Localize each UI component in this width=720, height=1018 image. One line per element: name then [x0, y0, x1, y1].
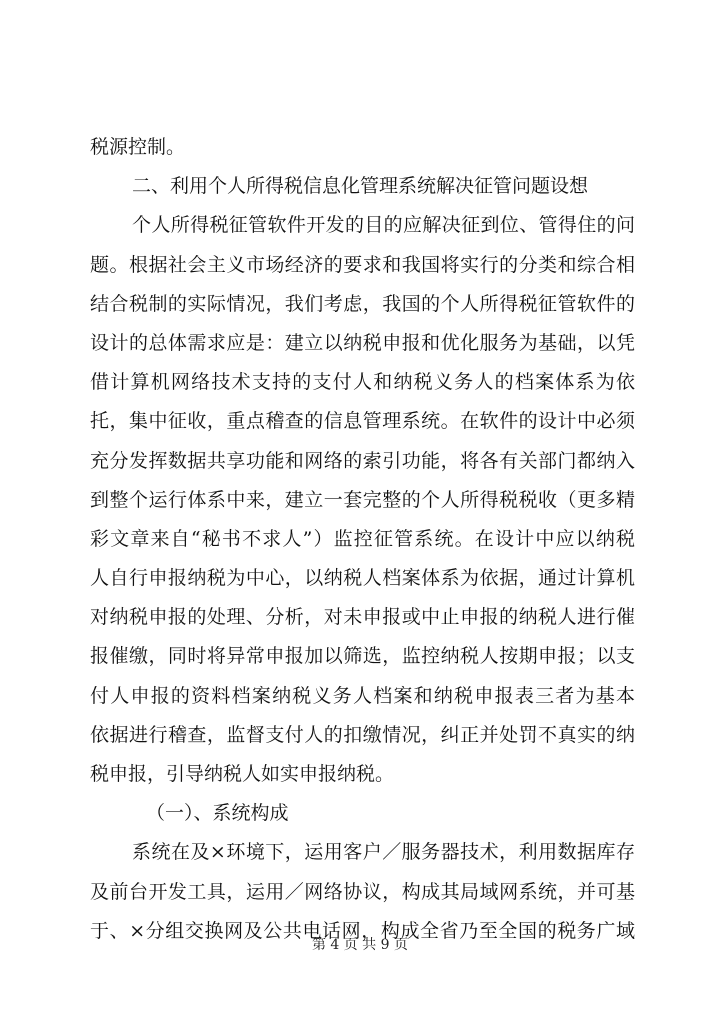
- text-line: 人自行申报纳税为中心，以纳税人档案体系为依据，通过计算机: [90, 567, 635, 590]
- text-line: 对纳税申报的处理、分析，对未申报或中止申报的纳税人进行催: [90, 606, 635, 629]
- text-line: 个人所得税征管软件开发的目的应解决征到位、管得住的问: [132, 214, 635, 237]
- page-number-label: 第 4 页 共 9 页: [311, 937, 409, 953]
- page-footer: [0, 936, 720, 954]
- text-line: 托，集中征收，重点稽查的信息管理系统。在软件的设计中必须: [90, 410, 635, 433]
- text-line: 付人申报的资料档案纳税义务人档案和纳税申报表三者为基本: [90, 684, 635, 707]
- text-line: 依据进行稽查，监督支付人的扣缴情况，纠正并处罚不真实的纳: [90, 723, 635, 746]
- text-line: 及前台开发工具，运用／网络协议，构成其局域网系统，并可基: [90, 880, 635, 903]
- text-line: 充分发挥数据共享功能和网络的索引功能，将各有关部门都纳入: [90, 449, 635, 472]
- text-line: 税源控制。: [90, 136, 186, 158]
- text-line: 系统在及×环境下，运用客户／服务器技术，利用数据库存: [132, 841, 635, 864]
- subsection-heading: （一）、系统构成: [146, 802, 289, 825]
- text-line: 设计的总体需求应是：建立以纳税申报和优化服务为基础，以凭: [90, 331, 635, 354]
- document-body: [90, 128, 635, 951]
- text-line: 报催缴，同时将异常申报加以筛选，监控纳税人按期申报；以支: [90, 645, 635, 668]
- text-line: 结合税制的实际情况，我们考虑，我国的个人所得税征管软件的: [90, 292, 635, 315]
- text-line: 题。根据社会主义市场经济的要求和我国将实行的分类和综合相: [90, 253, 635, 276]
- text-line: 到整个运行体系中来，建立一套完整的个人所得税税收（更多精: [90, 488, 635, 511]
- text-line: 借计算机网络技术支持的支付人和纳税义务人的档案体系为依: [90, 371, 635, 394]
- text-line: 税申报，引导纳税人如实申报纳税。: [90, 763, 395, 785]
- text-line: 于、×分组交换网及公共电话网，构成全省乃至全国的税务广域: [90, 919, 635, 942]
- section-heading: 二、利用个人所得税信息化管理系统解决征管问题设想: [132, 175, 589, 198]
- text-line: 彩文章来自“秘书不求人”）监控征管系统。在设计中应以纳税: [90, 527, 635, 550]
